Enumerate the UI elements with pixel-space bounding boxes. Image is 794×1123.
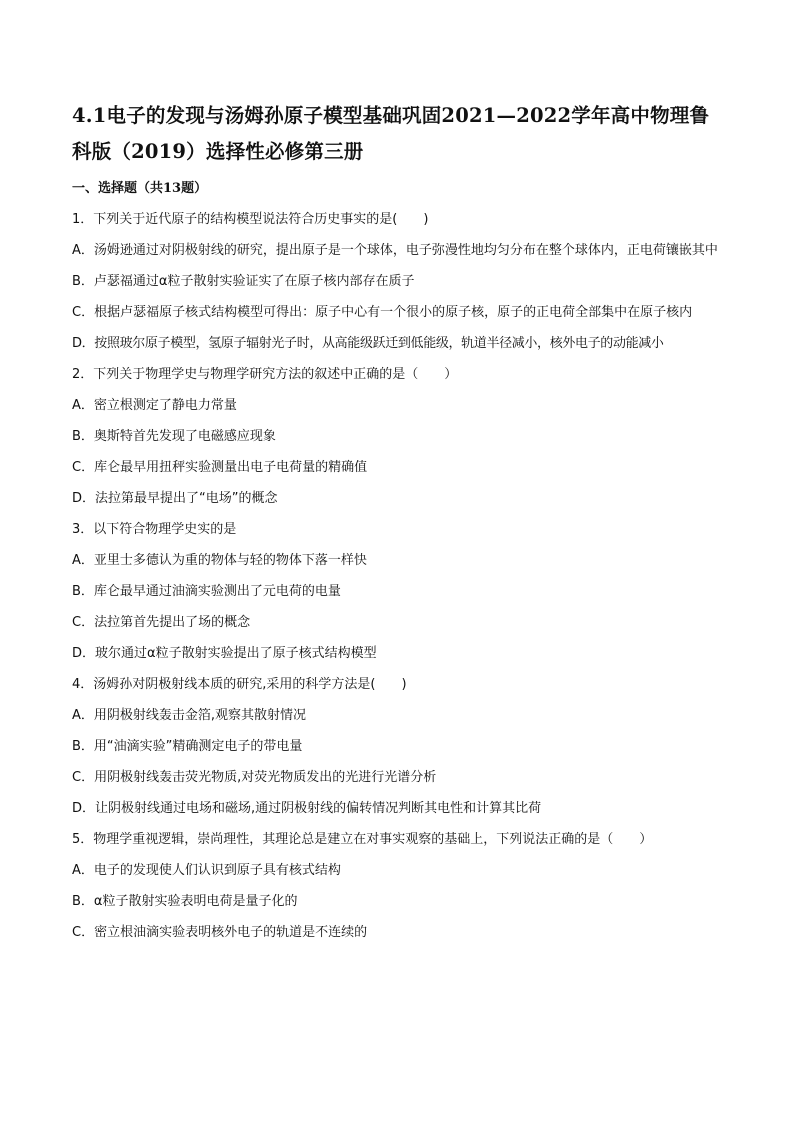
option-a: A．汤姆逊通过对阴极射线的研究，提出原子是一个球体，电子弥漫性地均匀分布在整个球体内，正电荷镶嵌其中: [72, 243, 718, 258]
option-c: C．法拉第首先提出了场的概念: [72, 615, 251, 630]
option-d: D．法拉第最早提出了“电场”的概念: [72, 491, 278, 506]
question-stem: 3．以下符合物理学史实的是: [72, 522, 237, 537]
option-b: B．卢瑟福通过α粒子散射实验证实了在原子核内部存在质子: [72, 274, 415, 289]
option-b: B．用“油滴实验”精确测定电子的带电量: [72, 739, 303, 754]
option-a: A．亚里士多德认为重的物体与轻的物体下落一样快: [72, 553, 367, 568]
question-stem: 2．下列关于物理学史与物理学研究方法的叙述中正确的是（ ）: [72, 367, 458, 382]
option-a: A．电子的发现使人们认识到原子具有核式结构: [72, 863, 341, 878]
question-stem: 5．物理学重视逻辑，崇尚理性，其理论总是建立在对事实观察的基础上，下列说法正确的是（ ）: [72, 832, 653, 847]
option-c: C．密立根油滴实验表明核外电子的轨道是不连续的: [72, 925, 368, 940]
question-4: [72, 669, 722, 824]
option-a: A．用阴极射线轰击金箔,观察其散射情况: [72, 708, 307, 723]
question-3: [72, 514, 722, 669]
document-page: [72, 98, 722, 948]
option-d: D．玻尔通过α粒子散射实验提出了原子核式结构模型: [72, 646, 377, 661]
question-1: [72, 204, 722, 359]
question-5: [72, 824, 722, 948]
option-d: D．让阴极射线通过电场和磁场,通过阴极射线的偏转情况判断其电性和计算其比荷: [72, 801, 542, 816]
option-a: A．密立根测定了静电力常量: [72, 398, 237, 413]
option-b: B．α粒子散射实验表明电荷是量子化的: [72, 894, 298, 909]
option-b: B．库仑最早通过油滴实验测出了元电荷的电量: [72, 584, 341, 599]
question-stem: 4．汤姆孙对阴极射线本质的研究,采用的科学方法是( ): [72, 677, 407, 692]
option-c: C．库仑最早用扭秤实验测量出电子电荷量的精确值: [72, 460, 368, 475]
option-c: C．根据卢瑟福原子核式结构模型可得出：原子中心有一个很小的原子核，原子的正电荷全部集中在原子核内: [72, 305, 693, 320]
option-c: C．用阴极射线轰击荧光物质,对荧光物质发出的光进行光谱分析: [72, 770, 437, 785]
option-d: D．按照玻尔原子模型，氢原子辐射光子时，从高能级跃迁到低能级，轨道半径减小，核外电子的动能减小: [72, 336, 664, 351]
document-title: 4.1电子的发现与汤姆孙原子模型基础巩固2021—2022学年高中物理鲁科版（2019）选择性必修第三册: [72, 104, 710, 163]
option-b: B．奥斯特首先发现了电磁感应现象: [72, 429, 276, 444]
section-heading: 一、选择题（共13题）: [72, 181, 208, 196]
question-stem: 1．下列关于近代原子的结构模型说法符合历史事实的是( ): [72, 212, 429, 227]
question-2: [72, 359, 722, 514]
